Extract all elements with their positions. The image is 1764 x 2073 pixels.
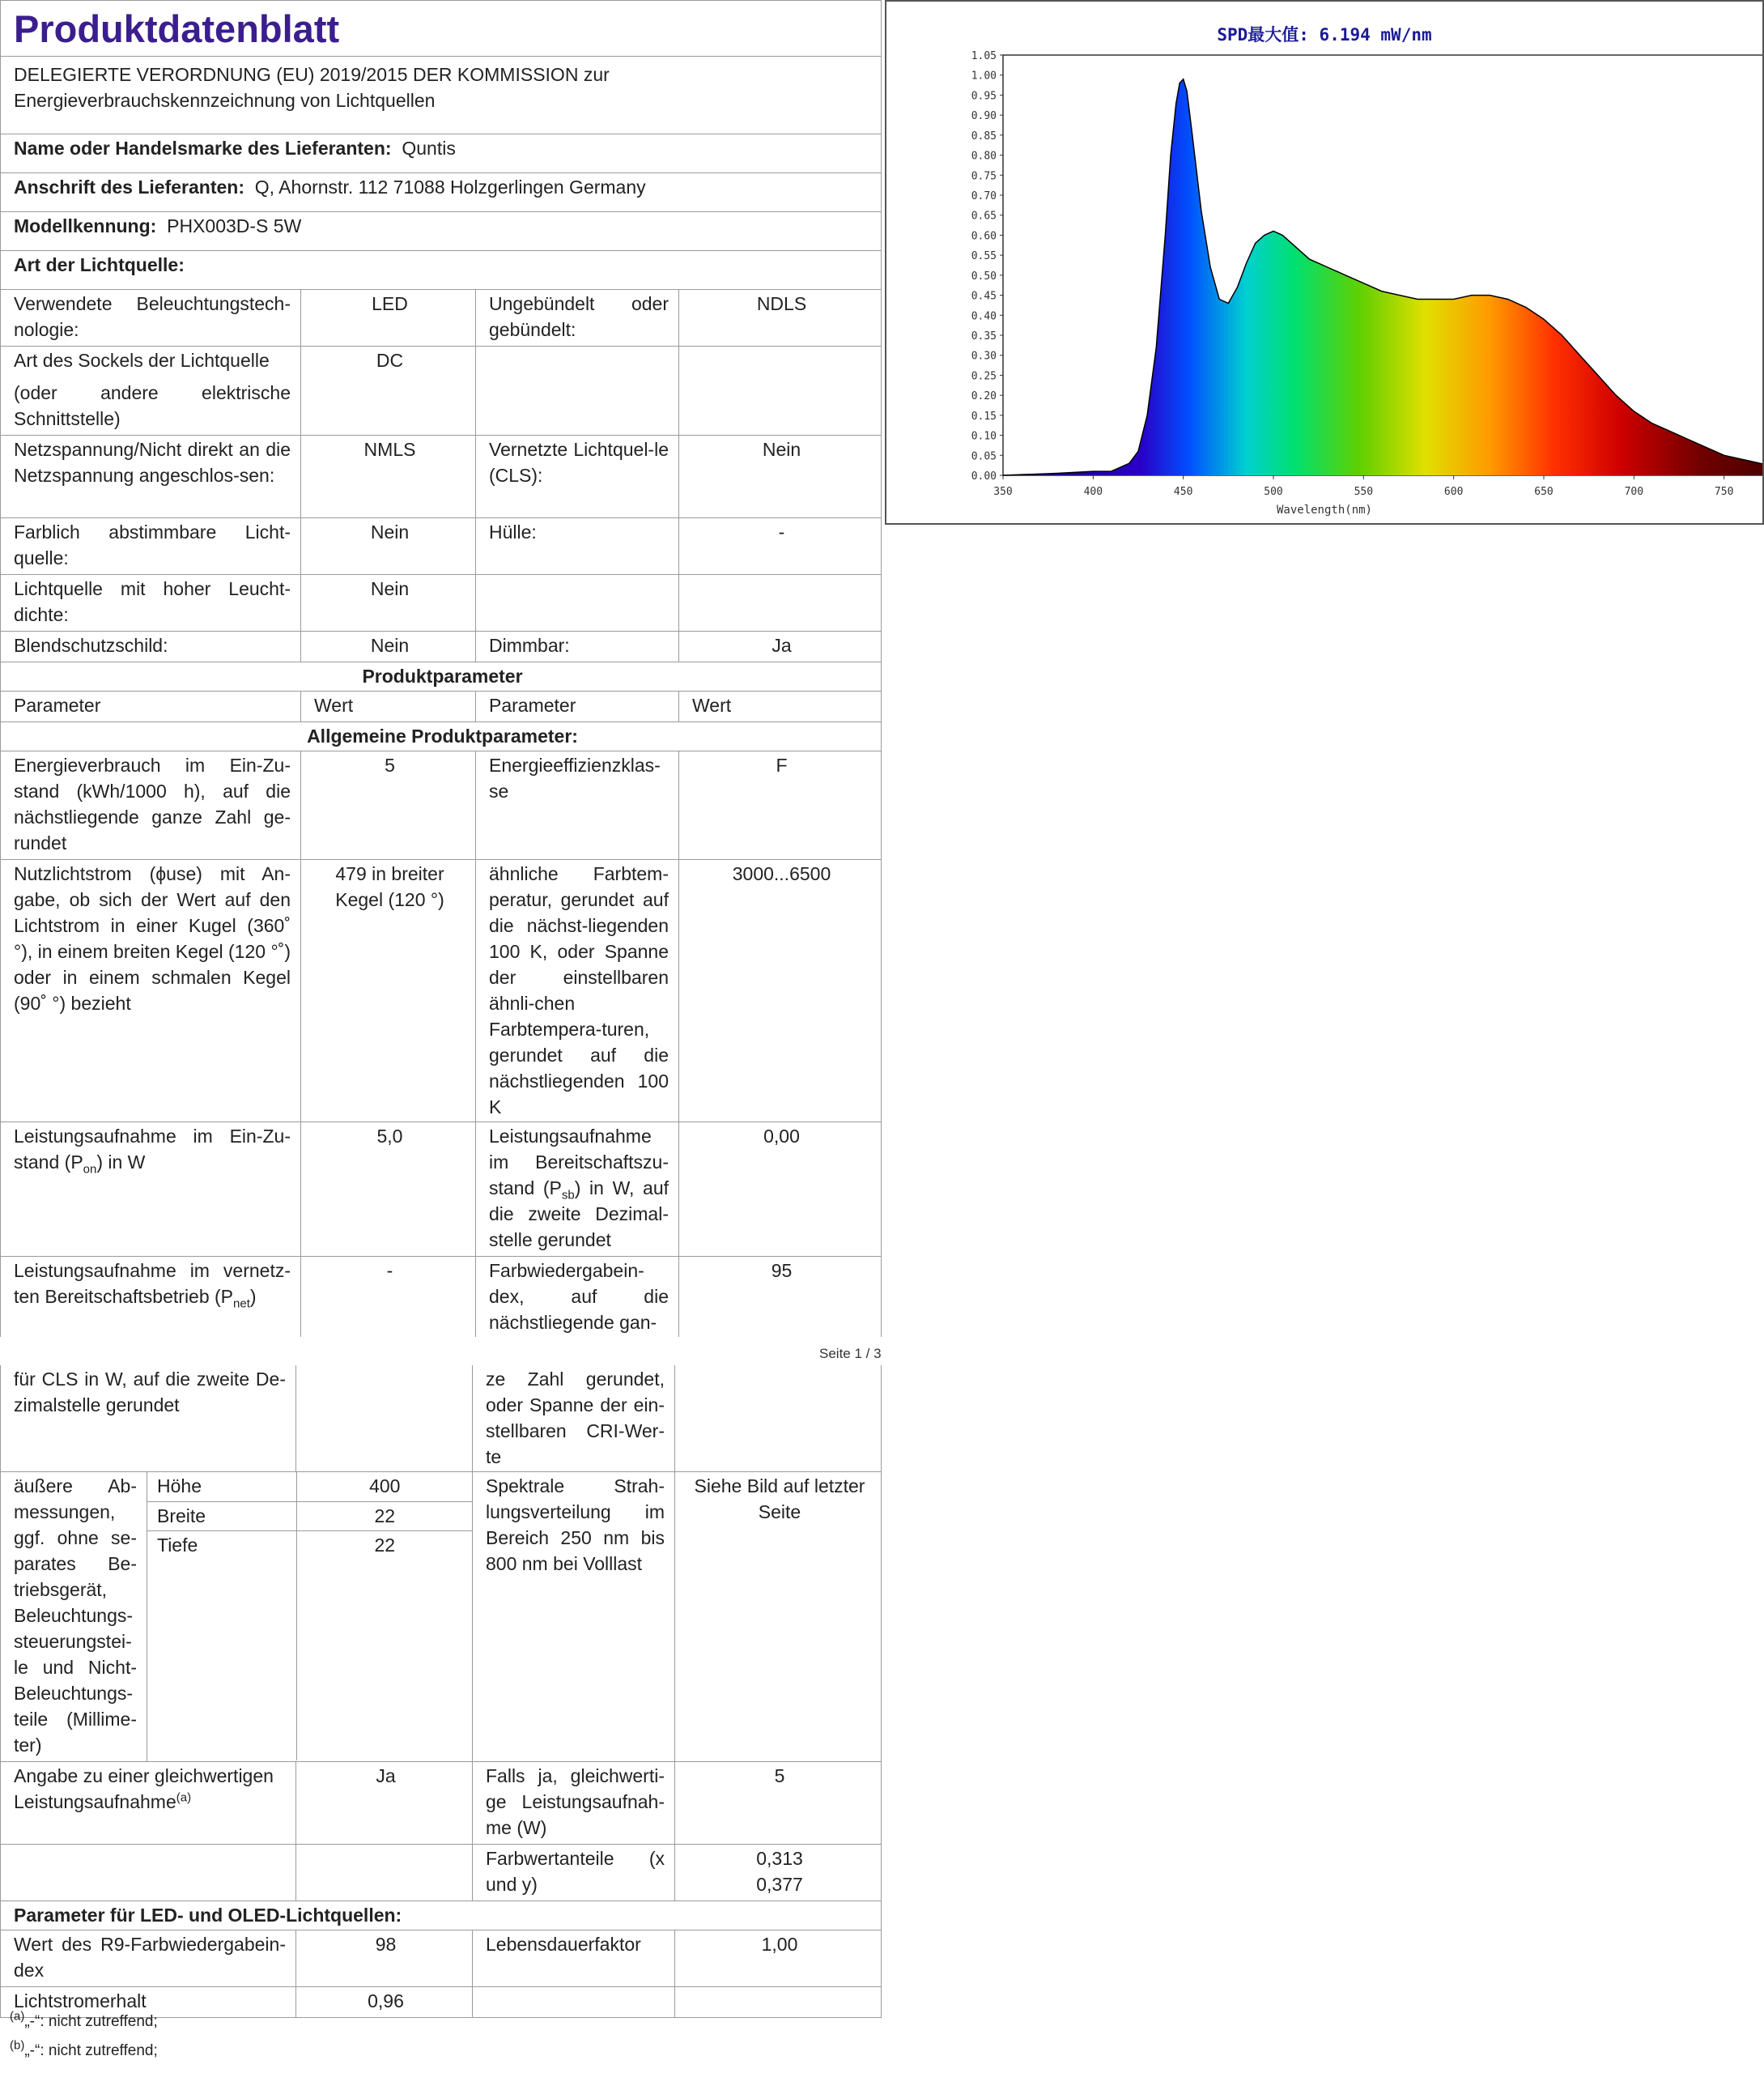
y-axis	[971, 50, 1003, 483]
supplier-name-row	[1, 134, 882, 173]
y-tick-label: 0.60	[971, 230, 997, 243]
column-header-value: Wert	[301, 692, 476, 722]
y-tick-label: 0.25	[971, 370, 997, 383]
footnote-a-text: „-“: nicht zutreffend;	[24, 2013, 158, 2030]
footnote-b	[10, 2038, 158, 2060]
energy-consumption-label: Energieverbrauch im Ein-Zu-stand (kWh/1000 h), auf die nächstliegende ganze Zahl ge-rundet	[1, 751, 301, 860]
colour-tunable-value: Nein	[301, 518, 476, 575]
bundled-value: NDLS	[679, 290, 882, 347]
equivalent-power-claim-value: Ja	[296, 1762, 473, 1845]
footnote-b-mark: (b)	[10, 2038, 25, 2053]
y-tick-label: 0.85	[971, 130, 997, 143]
column-header-parameter: Parameter	[476, 692, 679, 722]
anti-glare-value: Nein	[301, 632, 476, 662]
y-tick-label: 0.05	[971, 450, 997, 463]
y-tick-label: 0.45	[971, 290, 997, 303]
networked-standby-label-a: Leistungsaufnahme im vernetz-ten Bereitschaftsbetrieb (P	[14, 1260, 291, 1307]
mains-value: NMLS	[301, 436, 476, 518]
chromaticity-values	[675, 1845, 882, 1901]
connected-label: Vernetzte Lichtquel-le (CLS):	[476, 436, 679, 518]
on-mode-power-subscript: on	[83, 1162, 97, 1177]
on-mode-power-label-b: ) in W	[96, 1151, 146, 1173]
networked-standby-value: -	[301, 1257, 476, 1338]
empty-cell	[1, 1845, 296, 1901]
depth-label: Tiefe	[147, 1530, 296, 1760]
survival-factor-label: Lebensdauerfaktor	[473, 1930, 675, 1987]
y-tick-label: 0.70	[971, 190, 997, 202]
y-tick-label: 0.40	[971, 310, 997, 323]
x-tick-label: 500	[1264, 486, 1283, 498]
light-source-type-heading: Art der Lichtquelle:	[1, 251, 882, 290]
cct-label: ähnliche Farbtem-peratur, gerundet auf die nächst-liegenden 100 K, oder Spanne der einstellbaren ähnli-chen Farbtempera-turen, gerundet auf die nächstliegenden 100 K	[476, 860, 679, 1122]
y-tick-label: 0.80	[971, 150, 997, 163]
on-mode-power-value: 5,0	[301, 1122, 476, 1257]
supplier-name-label: Name oder Handelsmarke des Lieferanten:	[14, 138, 392, 159]
footnote-b-text: „-“: nicht zutreffend;	[24, 2042, 158, 2059]
equivalent-power-claim-label	[1, 1762, 296, 1845]
y-tick-label: 0.95	[971, 90, 997, 103]
y-tick-label: 0.90	[971, 110, 997, 123]
empty-cell	[476, 575, 679, 632]
supplier-name-value: Quntis	[402, 138, 456, 159]
x-axis-label: Wavelength(nm)	[1276, 504, 1373, 517]
datasheet-table-2	[0, 1365, 882, 2018]
datasheet-page-2	[0, 1365, 881, 2018]
chromaticity-y: 0,377	[756, 1874, 803, 1895]
technology-label: Verwendete Beleuchtungstech-nologie:	[1, 290, 301, 347]
equivalent-power-claim-text: Angabe zu einer gleichwertigen Leistungsaufnahme	[14, 1765, 274, 1812]
datasheet-table-1	[0, 0, 882, 1337]
regulation-intro	[1, 57, 882, 134]
cap-type-label-2: (oder andere elektrische Schnittstelle)	[14, 382, 291, 429]
x-tick-label: 750	[1714, 486, 1734, 498]
anti-glare-label: Blendschutzschild:	[1, 632, 301, 662]
x-tick-label: 400	[1083, 486, 1103, 498]
x-tick-label: 600	[1443, 486, 1464, 498]
depth-value: 22	[374, 1534, 396, 1556]
y-tick-label: 0.55	[971, 250, 997, 263]
useful-flux-value: 479 in breiter Kegel (120 °)	[301, 860, 476, 1122]
chromaticity-label: Farbwertanteile (x und y)	[473, 1845, 675, 1901]
spd-chart-svg	[886, 2, 1762, 523]
y-tick-label: 0.15	[971, 410, 997, 423]
x-tick-label: 550	[1354, 486, 1374, 498]
cri-label-cont: ze Zahl gerundet, oder Spanne der ein-stellbaren CRI-Wer-te	[473, 1365, 675, 1472]
y-tick-label: 0.10	[971, 430, 997, 443]
column-header-value: Wert	[679, 692, 882, 722]
cri-value: 95	[679, 1257, 882, 1338]
empty-cell	[476, 347, 679, 436]
spd-chart	[885, 0, 1764, 525]
cri-label: Farbwiedergabein-dex, auf die nächstliegende gan-	[476, 1257, 679, 1338]
datasheet-page-1	[0, 0, 881, 1337]
chromaticity-x: 0,313	[756, 1848, 803, 1869]
empty-cell	[675, 1987, 882, 2018]
equivalent-power-label: Falls ja, gleichwerti-ge Leistungsaufnah-me (W)	[473, 1762, 675, 1845]
y-tick-label: 0.20	[971, 390, 997, 403]
networked-standby-label-cont: für CLS in W, auf die zweite De-zimalstelle gerundet	[1, 1365, 296, 1472]
networked-standby-value-cont	[296, 1365, 473, 1472]
on-mode-power-label-a: Leistungsaufnahme im Ein-Zu-stand (P	[14, 1126, 291, 1173]
dimensions-subtable	[147, 1472, 473, 1760]
dimmable-value: Ja	[679, 632, 882, 662]
chart-title: SPD最大值: 6.194 mW/nm	[1217, 25, 1432, 45]
standby-power-subscript: sb	[561, 1188, 575, 1203]
y-tick-label: 0.00	[971, 470, 997, 483]
standby-power-label-b: ) in W, auf die zweite Dezimal-stelle gerundet	[489, 1177, 669, 1250]
networked-standby-label-b: )	[249, 1286, 257, 1307]
equivalent-power-value: 5	[675, 1762, 882, 1845]
width-value: 22	[296, 1501, 473, 1530]
y-tick-label: 1.00	[971, 70, 997, 83]
model-row	[1, 212, 882, 251]
networked-standby-subscript: net	[233, 1296, 250, 1311]
empty-cell	[296, 1845, 473, 1901]
supplier-address-label: Anschrift des Lieferanten:	[14, 177, 244, 198]
spectral-distribution-value: Siehe Bild auf letzter Seite	[675, 1472, 882, 1762]
y-tick-label: 0.30	[971, 350, 997, 363]
cri-value-cont	[675, 1365, 882, 1472]
general-parameters-heading: Allgemeine Produktparameter:	[1, 722, 882, 751]
cap-type-value: DC	[301, 347, 476, 436]
x-axis	[993, 475, 1762, 498]
y-tick-label: 1.05	[971, 50, 997, 62]
footnote-a-mark: (a)	[10, 2009, 25, 2024]
led-parameters-heading: Parameter für LED- und OLED-Lichtquellen:	[1, 1901, 882, 1930]
column-header-parameter: Parameter	[1, 692, 301, 722]
envelope-label: Hülle:	[476, 518, 679, 575]
footnote-a	[10, 2009, 158, 2031]
mains-label: Netzspannung/Nicht direkt an die Netzspannung angeschlos-sen:	[1, 436, 301, 518]
high-luminance-value: Nein	[301, 575, 476, 632]
intro-line-2: Energieverbrauchskennzeichnung von Lichtquellen	[14, 90, 436, 111]
survival-factor-value: 1,00	[675, 1930, 882, 1987]
standby-power-label	[476, 1122, 679, 1257]
footnote-ref-a: (a)	[176, 1790, 192, 1805]
y-tick-label: 0.65	[971, 210, 997, 223]
height-value: 400	[296, 1472, 473, 1501]
standby-power-label-a: Leistungsaufnahme im Bereitschaftszu-stand (P	[489, 1126, 669, 1198]
dimensions-values	[147, 1472, 473, 1762]
width-label: Breite	[147, 1501, 296, 1530]
cap-type-label	[1, 347, 301, 436]
useful-flux-label: Nutzlichtstrom (ϕuse) mit An-gabe, ob sich der Wert auf den Lichtstrom in einer Kugel (360˚ °), in einem breiten Kegel (120 °˚) oder in einem schmalen Kegel (90˚ °) bezieht	[1, 860, 301, 1122]
technology-value: LED	[301, 290, 476, 347]
efficiency-class-value: F	[679, 751, 882, 860]
supplier-address-row	[1, 173, 882, 212]
r9-value: 98	[296, 1930, 473, 1987]
lumen-maintenance-label: Lichtstromerhalt	[1, 1987, 296, 2018]
supplier-address-value: Q, Ahornstr. 112 71088 Holzgerlingen Germany	[254, 177, 646, 198]
efficiency-class-label: Energieeffizienzklas-se	[476, 751, 679, 860]
spectral-distribution-label: Spektrale Strah-lungsverteilung im Bereich 250 nm bis 800 nm bei Volllast	[473, 1472, 675, 1762]
x-tick-label: 700	[1624, 486, 1644, 498]
empty-cell	[679, 575, 882, 632]
standby-power-value: 0,00	[679, 1122, 882, 1257]
height-label: Höhe	[147, 1472, 296, 1501]
networked-standby-label	[1, 1257, 301, 1338]
high-luminance-label: Lichtquelle mit hoher Leucht-dichte:	[1, 575, 301, 632]
empty-cell	[473, 1987, 675, 2018]
model-value: PHX003D-S 5W	[167, 215, 302, 236]
empty-cell	[679, 347, 882, 436]
dimensions-label: äußere Ab-messungen, ggf. ohne se-parates Be-triebsgerät, Beleuchtungs-steuerungstei-le und Nicht-Beleuchtungs-teile (Millime-ter)	[1, 1472, 147, 1762]
page-title: Produktdatenblatt	[1, 1, 882, 57]
envelope-value: -	[679, 518, 882, 575]
colour-tunable-label: Farblich abstimmbare Licht-quelle:	[1, 518, 301, 575]
r9-label: Wert des R9-Farbwiedergabein-dex	[1, 1930, 296, 1987]
model-label: Modellkennung:	[14, 215, 157, 236]
on-mode-power-label	[1, 1122, 301, 1257]
dimmable-label: Dimmbar:	[476, 632, 679, 662]
cap-type-label-1: Art des Sockels der Lichtquelle	[14, 350, 270, 371]
connected-value: Nein	[679, 436, 882, 518]
page-number: Seite 1 / 3	[819, 1346, 882, 1361]
x-tick-label: 450	[1173, 486, 1193, 498]
lumen-maintenance-value: 0,96	[296, 1987, 473, 2018]
y-tick-label: 0.35	[971, 330, 997, 343]
energy-consumption-value: 5	[301, 751, 476, 860]
bundled-label: Ungebündelt oder gebündelt:	[476, 290, 679, 347]
y-tick-label: 0.75	[971, 170, 997, 183]
x-tick-label: 350	[993, 486, 1013, 498]
product-parameters-heading: Produktparameter	[1, 662, 882, 692]
intro-line-1: DELEGIERTE VERORDNUNG (EU) 2019/2015 DER KOMMISSION zur	[14, 64, 610, 85]
cct-value: 3000...6500	[679, 860, 882, 1122]
y-tick-label: 0.50	[971, 270, 997, 283]
x-tick-label: 650	[1534, 486, 1554, 498]
